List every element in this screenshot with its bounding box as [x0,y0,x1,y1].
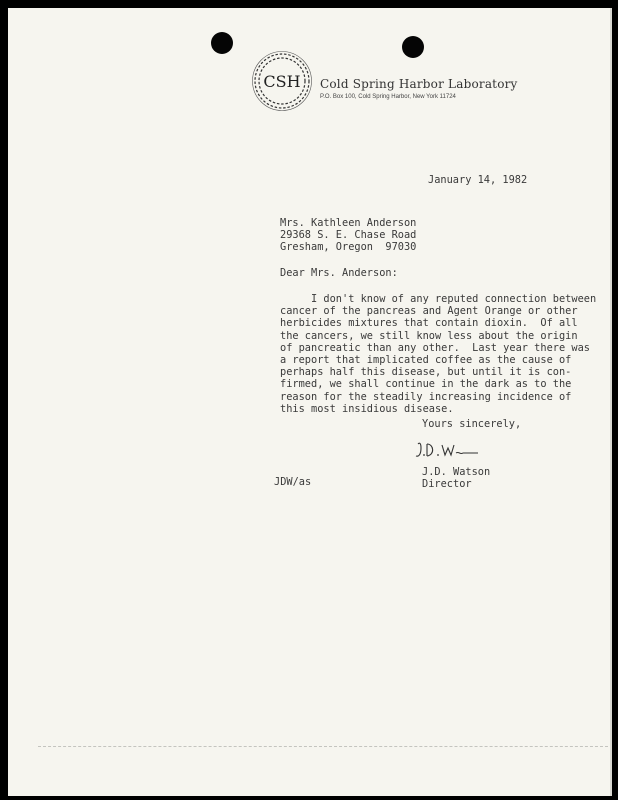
closing: Yours sincerely, [422,418,522,430]
recipient-address: Mrs. Kathleen Anderson 29368 S. E. Chase Road Gresham, Oregon 97030 [280,217,417,254]
handwritten-signature [412,438,484,462]
punch-hole-left [211,32,233,54]
org-name: Cold Spring Harbor Laboratory [320,77,518,91]
typist-initials: JDW/as [274,476,312,488]
signer-block [422,466,490,490]
logo-text: CSH [263,72,301,91]
letter-body: I don't know of any reputed connection between cancer of the pancreas and Agent Orange or other herbicides mixtures that contain dioxin. Of all the cancers, we still know less about the origin of pancreatic than any other. Last year there was a report that implicated coffee as the cause of perhaps half this disease, but until it is con- firmed, we shall continue in the dark as to the reason for the steadily increasing incidence of this most insidious disease. [280,293,597,415]
org-address: P.O. Box 100, Cold Spring Harbor, New York 11724 [320,94,456,100]
fold-line [38,746,608,749]
letter-page [8,8,612,796]
punch-hole-right [402,36,424,58]
signer-title: Director [422,478,472,491]
letter-date: January 14, 1982 [428,174,528,186]
salutation: Dear Mrs. Anderson: [280,267,398,279]
csh-logo-icon [251,50,313,112]
signer-name: J.D. Watson [422,466,491,478]
